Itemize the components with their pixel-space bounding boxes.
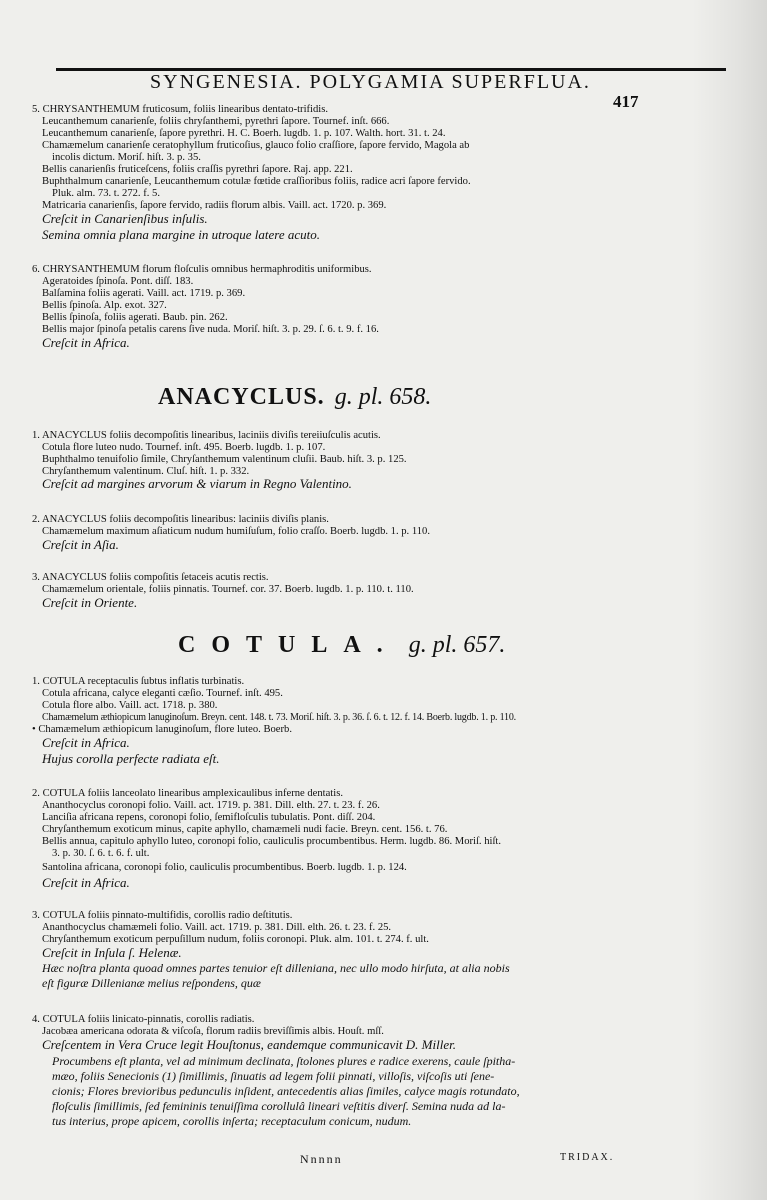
habitat-line: Creſcit in Canarienſibus inſulis. bbox=[42, 211, 208, 226]
genus-heading-anacyclus bbox=[158, 384, 431, 411]
synonym-line: Buphthalmo tenuifolio ſimile, Chryſanthemum valentinum cluſii. Baub. hiſt. 3. p. 125. bbox=[42, 454, 407, 465]
entry-heading: 3. ANACYCLUS foliis compoſitis ſetaceis acutis rectis. bbox=[32, 572, 269, 583]
description-line: cionis; Flores brevioribus pedunculis inſident, antecedentis alias ſimiles, calyce magis rotundato, bbox=[52, 1084, 520, 1098]
entry-heading: 1. COTULA receptaculis ſubtus inflatis turbinatis. bbox=[32, 676, 245, 687]
synonym-line: Bellis major ſpinoſa petalis carens ſive nuda. Moriſ. hiſt. 3. p. 29. ſ. 6. t. 9. f. 16. bbox=[42, 324, 379, 335]
entry-heading: 2. ANACYCLUS foliis decompoſitis linearibus: laciniis diviſis planis. bbox=[32, 514, 329, 525]
description-line: tus interius, prope apicem, corollis inſerta; receptaculum conicum, nudum. bbox=[52, 1114, 412, 1128]
synonym-line: Lanciſia africana repens, coronopi folio, ſemifloſculis tubulatis. Pont. diſſ. 204. bbox=[42, 812, 376, 823]
entry-heading: 5. CHRYSANTHEMUM fruticosum, foliis linearibus dentato-trifidis. bbox=[32, 104, 329, 115]
synonym-line: Cotula flore luteo nudo. Tournef. inſt. 495. Boerb. lugdb. 1. p. 107. bbox=[42, 442, 326, 453]
description-line: floſculis ſimillimis, ſed femininis tenuiſſima corollulâ lineari veſtitis diverſ. Semina nuda ad la- bbox=[52, 1099, 506, 1113]
synonym-line: Pluk. alm. 73. t. 272. f. 5. bbox=[52, 188, 160, 199]
description-line: mæo, foliis Senecionis (1) ſimillimis, ſinuatis ad legem folii pinnati, villoſis, viſcoſis uti ſene- bbox=[52, 1069, 495, 1083]
synonym-line: Bellis canarienſis fruticeſcens, foliis craſſis pyrethri ſapore. Raj. app. 221. bbox=[42, 164, 353, 175]
synonym-line: Chryſanthemum valentinum. Cluſ. hiſt. 1. p. 332. bbox=[42, 466, 250, 477]
synonym-line: Jacobæa americana odorata & viſcoſa, florum radiis breviſſimis albis. Houſt. mſſ. bbox=[42, 1026, 384, 1037]
entry-heading: 6. CHRYSANTHEMUM florum floſculis omnibus hermaphroditis uniformibus. bbox=[32, 264, 372, 275]
synonym-line: Chryſanthemum exoticum minus, capite aphyllo, chamæmeli nudi facie. Breyn. cent. 156. t. 76. bbox=[42, 824, 448, 835]
entry-heading: 3. COTULA foliis pinnato-multifidis, corollis radio deſtitutis. bbox=[32, 910, 293, 921]
synonym-line: Chamæmelum æthiopicum lanuginoſum. Breyn. cent. 148. t. 73. Moriſ. hiſt. 3. p. 36. ſ. 6. t. 12. f. 14. Boerb. lugdb. 1. p. 110. bbox=[42, 712, 516, 723]
genus-reference: g. pl. 657. bbox=[408, 632, 506, 658]
entry-heading: 2. COTULA foliis lanceolato linearibus amplexicaulibus inferne dentatis. bbox=[32, 788, 343, 799]
synonym-line: Chamæmelum maximum aſiaticum nudum humiſuſum, folio craſſo. Boerb. lugdb. 1. p. 110. bbox=[42, 526, 431, 537]
entry-heading: 4. COTULA foliis linicato-pinnatis, corollis radiatis. bbox=[32, 1014, 255, 1025]
synonym-line: Ananthocyclus chamæmeli folio. Vaill. act. 1719. p. 381. Dill. elth. 26. t. 23. f. 25. bbox=[42, 922, 392, 933]
synonym-line: Leucanthemum canarienſe, ſapore pyrethri. H. C. Boerh. lugdb. 1. p. 107. Walth. hort. 31. t. 24. bbox=[42, 128, 446, 139]
synonym-line: incolis dictum. Moriſ. hiſt. 3. p. 35. bbox=[52, 152, 201, 163]
habitat-line: Creſcit in Africa. bbox=[42, 735, 130, 750]
habitat-line: Creſcit in Africa. bbox=[42, 335, 130, 350]
habitat-line: Creſcit ad margines arvorum & viarum in Regno Valentino. bbox=[42, 476, 352, 491]
habitat-line: Creſcit in Oriente. bbox=[42, 595, 138, 610]
synonym-line: Ageratoides ſpinoſa. Pont. diſſ. 183. bbox=[42, 276, 194, 287]
habitat-line: Creſcentem in Vera Cruce legit Houſtonus, eandemque communicavit D. Miller. bbox=[42, 1037, 456, 1052]
genus-reference: g. pl. 658. bbox=[334, 384, 432, 410]
signature-mark: Nnnnn bbox=[300, 1152, 343, 1166]
synonym-line: • Chamæmelum æthiopicum lanuginoſum, flore luteo. Boerb. bbox=[32, 724, 292, 735]
genus-name: COTULA. bbox=[178, 632, 399, 658]
note-line: Hujus corolla perfecte radiata eſt. bbox=[42, 751, 220, 766]
catchword: TRIDAX. bbox=[560, 1152, 615, 1163]
synonym-line: Chamæmelum canarienſe ceratophyllum fruticoſius, glauco folio craſſiore, ſapore fervido, Magola ab bbox=[42, 140, 470, 151]
synonym-line: Cotula africana, calyce eleganti cæſio. Tournef. inſt. 495. bbox=[42, 688, 283, 699]
note-line: Hæc noſtra planta quoad omnes partes tenuior eſt dilleniana, nec ullo modo hirſuta, at alia nobis bbox=[42, 961, 510, 975]
synonym-line: Ananthocyclus coronopi folio. Vaill. act. 1719. p. 381. Dill. elth. 27. t. 23. f. 26. bbox=[42, 800, 380, 811]
habitat-line: Creſcit in Aſia. bbox=[42, 537, 119, 552]
synonym-line: Matricaria canarienſis, ſapore fervido, radiis florum albis. Vaill. act. 1720. p. 369. bbox=[42, 200, 387, 211]
synonym-line: Bellis annua, capitulo aphyllo luteo, coronopi folio, cauliculis procumbentibus. Herm. lugdb. 86. Moriſ. hiſt. bbox=[42, 836, 501, 847]
page-gutter-shadow bbox=[692, 0, 767, 1200]
genus-name: ANACYCLUS. bbox=[158, 384, 325, 410]
synonym-line: Leucanthemum canarienſe, foliis chryſanthemi, pyrethri ſapore. Tournef. inſt. 666. bbox=[42, 116, 390, 127]
note-line: eſt figuræ Dillenianæ melius reſpondens, quæ bbox=[42, 976, 261, 990]
synonym-line: Buphthalmum canarienſe, Leucanthemum cotulæ fœtide craſſioribus foliis, radice acri ſapore fervido. bbox=[42, 176, 471, 187]
note-line: Semina omnia plana margine in utroque latere acuto. bbox=[42, 227, 321, 242]
entry-heading: 1. ANACYCLUS foliis decompoſitis linearibus, laciniis diviſis tereiiuſculis acutis. bbox=[32, 430, 381, 441]
synonym-line: Cotula flore albo. Vaill. act. 1718. p. 380. bbox=[42, 700, 218, 711]
synonym-line: Balſamina foliis agerati. Vaill. act. 1719. p. 369. bbox=[42, 288, 246, 299]
running-title: SYNGENESIA. POLYGAMIA SUPERFLUA. bbox=[150, 71, 591, 93]
synonym-line: Santolina africana, coronopi folio, cauliculis procumbentibus. Boerb. lugdb. 1. p. 124. bbox=[42, 862, 407, 873]
habitat-line: Creſcit in Inſula ſ. Helenæ. bbox=[42, 945, 182, 960]
synonym-line: Chryſanthemum exoticum perpuſillum nudum, foliis coronopi. Pluk. alm. 101. t. 274. f. ult. bbox=[42, 934, 429, 945]
habitat-line: Creſcit in Africa. bbox=[42, 875, 130, 890]
description-line: Procumbens eſt planta, vel ad minimum declinata, ſtolones plures e radice exerens, caule ſpitha- bbox=[52, 1054, 516, 1068]
synonym-line: Bellis ſpinoſa. Alp. exot. 327. bbox=[42, 300, 167, 311]
page-number: 417 bbox=[613, 92, 639, 111]
synonym-line: Chamæmelum orientale, foliis pinnatis. Tournef. cor. 37. Boerb. lugdb. 1. p. 110. t. 110. bbox=[42, 584, 414, 595]
synonym-line: Bellis ſpinoſa, foliis agerati. Baub. pin. 262. bbox=[42, 312, 228, 323]
genus-heading-cotula bbox=[178, 632, 505, 659]
synonym-line: 3. p. 30. ſ. 6. t. 6. f. ult. bbox=[52, 848, 150, 859]
